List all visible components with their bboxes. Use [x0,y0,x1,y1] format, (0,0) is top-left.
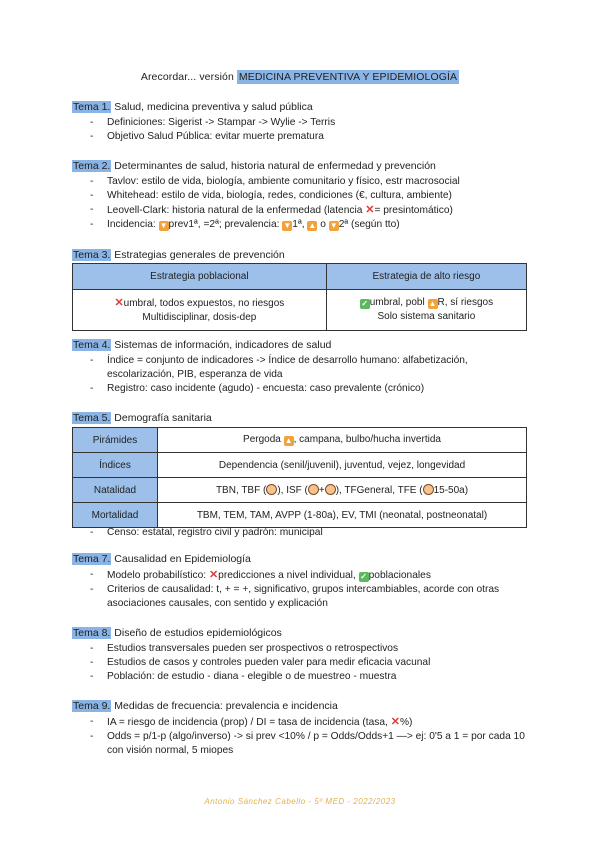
list-item: - Estudios transversales pueden ser prospectivos o retrospectivos [72,642,532,656]
cross-icon: ✕ [365,204,375,216]
tema1-list [72,116,532,144]
tema4-tag: Tema 4. [73,339,111,351]
ia-text-b: %) [399,717,413,728]
document-title [0,71,600,83]
list-item [72,568,532,583]
list-item: - Estudios de casos y controles pueden valer para medir eficacia vacunal [72,656,532,670]
tema3-title: Estrategias generales de prevención [114,249,285,261]
tema2-title: Determinantes de salud, historia natural de enfermedad y prevención [114,160,436,172]
tema4-list [72,354,532,396]
cell-text: Pergoda [243,434,284,445]
ia-text-a: IA = riesgo de incidencia (prop) / DI = tasa de incidencia (tasa, [107,717,391,728]
cross-icon: ✕ [208,569,219,581]
incid-text-d: o [317,219,329,230]
cell-alto-riesgo [326,290,526,331]
tema5-list [72,526,532,540]
cell-text: TBN, TBF ( [215,485,267,496]
model-text-b: predicciones a nivel individual, [218,570,359,581]
tema7-list [72,568,532,611]
cell-text: 15-50a) [433,485,469,496]
strategies-table [72,263,527,331]
arrow-down-icon: ▼ [159,221,168,230]
tema4-heading [72,339,331,351]
tema3-tag: Tema 3. [73,249,111,261]
incid-text-c: 1ª, [292,219,308,230]
title-highlight: MEDICINA PREVENTIVA Y EPIDEMIOLOGÍA [238,71,458,83]
model-text-c: poblacionales [368,570,431,581]
list-item: - Población: de estudio - diana - elegible o de muestreo - muestra [72,670,532,684]
tema1-tag: Tema 1. [73,101,111,113]
tema3-heading [72,249,285,261]
tema8-title: Diseño de estudios epidemiológicos [114,627,282,639]
list-item: - Índice = conjunto de indicadores -> Índice de desarrollo humano: alfabetización, escolarización, PIB, esperanza de vida [72,354,532,382]
tema9-heading [72,700,338,712]
cell-text: , campana, bulbo/hucha invertida [293,434,441,445]
list-item [72,203,532,218]
arrow-up-icon: ▲ [428,299,437,308]
row-label: Pirámides [73,428,158,453]
cell-text: umbral, todos expuestos, no riesgos [123,297,285,309]
tema8-heading [72,627,282,639]
tema2-heading [72,160,436,172]
boy-face-icon [325,484,336,495]
check-icon: ✓ [360,572,367,581]
tema5-tag: Tema 5. [73,412,111,424]
cell-text: R, sí riesgos [437,297,494,308]
cell-poblacional [73,290,327,331]
row-value [158,478,527,503]
cell-text: Solo sistema sanitario [377,311,476,322]
tema2-tag: Tema 2. [73,160,111,172]
girl-face-icon [423,484,434,495]
arrow-up-icon: ▲ [284,436,293,445]
tema9-list [72,715,532,758]
col-header-alto-riesgo: Estrategia de alto riesgo [326,264,526,290]
girl-face-icon [308,484,319,495]
arrow-up-icon: ▲ [308,221,317,230]
tema9-tag: Tema 9. [73,700,111,712]
list-item [72,715,532,730]
row-label: Natalidad [73,478,158,503]
tema1-title: Salud, medicina preventiva y salud pública [114,101,313,113]
tema5-title: Demografía sanitaria [114,412,212,424]
cell-text: ), TFGeneral, TFE ( [335,485,423,496]
row-label: Índices [73,453,158,478]
cell-text: ), ISF ( [277,485,308,496]
leavell-text-b: = presintomático) [374,205,453,216]
tema2-list [72,175,532,232]
model-text-a: Modelo probabilístico: [107,570,209,581]
incid-text-a: Incidencia: [107,219,159,230]
check-icon: ✓ [361,299,369,308]
list-item: - Whitehead: estilo de vida, biología, redes, condiciones (€, cultura, ambiente) [72,189,532,203]
incid-text-e: 2ª (según tto) [338,219,400,230]
arrow-down-icon: ▼ [283,221,292,230]
cross-icon: ✕ [114,296,124,309]
cross-icon: ✕ [390,716,400,728]
list-item: - Criterios de causalidad: t, + = +, significativo, grupos intercambiables, acorde con otras asociaciones causales, con sentido y explicación [72,583,532,611]
tema7-heading [72,553,251,565]
list-item: - Registro: caso incidente (agudo) - encuesta: caso prevalente (crónico) [72,382,532,396]
tema8-list [72,642,532,684]
list-item [72,218,532,232]
cell-text: Multidisciplinar, dosis-dep [142,311,257,323]
incid-text-b: prev1ª, =2ª; prevalencia: [168,219,283,230]
tema4-title: Sistemas de información, indicadores de salud [114,339,332,351]
cell-text: + [318,485,325,496]
list-item: - Censo: estatal, registro civil y padrón: municipal [72,526,532,540]
arrow-down-icon: ▼ [329,221,338,230]
girl-face-icon [266,484,277,495]
tema7-title: Causalidad en Epidemiología [114,553,251,565]
row-value: Dependencia (senil/juvenil), juventud, vejez, longevidad [158,453,527,478]
footer-author: Antonio Sánchez Cabello - 5º MED - 2022/2023 [204,797,396,806]
col-header-poblacional: Estrategia poblacional [73,264,327,290]
row-value [158,428,527,453]
list-item: - Tavlov: estilo de vida, biología, ambiente comunitario y físico, estr macrosocial [72,175,532,189]
tema5-heading [72,412,212,424]
leavell-text-a: Leovell-Clark: historia natural de la enfermedad (latencia [107,205,366,216]
cell-text: umbral, pobl [369,297,428,308]
demography-table [72,427,527,528]
title-prefix: Arecordar... versión [140,71,234,83]
tema1-heading [72,101,313,113]
tema9-title: Medidas de frecuencia: prevalencia e incidencia [114,700,338,712]
list-item: - Objetivo Salud Pública: evitar muerte prematura [72,130,532,144]
list-item: - Odds = p/1-p (algo/inverso) -> si prev <10% / p = Odds/Odds+1 —> ej: 0'5 a 1 = por cada 10 con visión normal, 5 miopes [72,730,532,758]
list-item: - Definiciones: Sigerist -> Stampar -> Wylie -> Terris [72,116,532,130]
tema8-tag: Tema 8. [73,627,111,639]
row-value: TBM, TEM, TAM, AVPP (1-80a), EV, TMI (neonatal, postneonatal) [158,503,527,528]
row-label: Mortalidad [73,503,158,528]
tema7-tag: Tema 7. [73,553,111,565]
